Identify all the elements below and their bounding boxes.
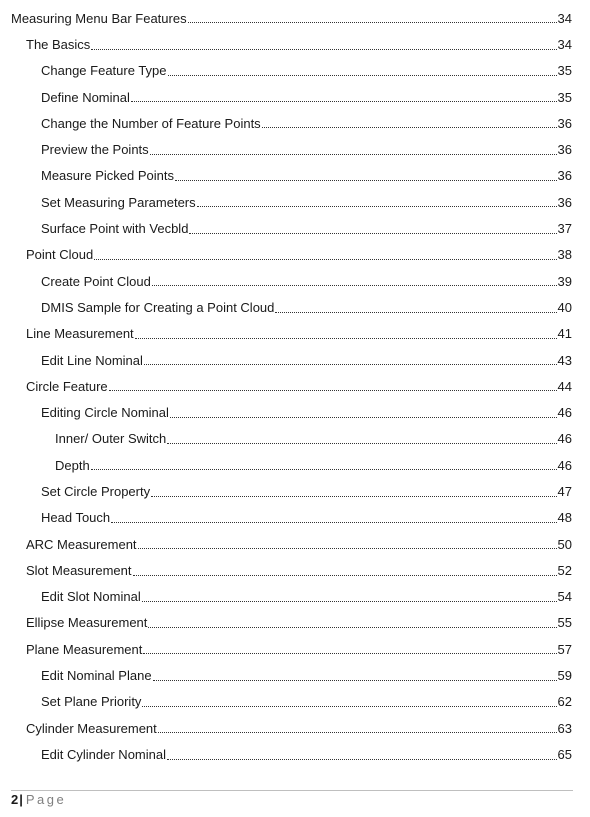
toc-entry[interactable] (0, 715, 590, 741)
toc-dot-leader (168, 74, 557, 76)
toc-entry-page-number: 65 (557, 746, 572, 762)
toc-entry-title: Set Circle Property (41, 483, 151, 499)
toc-dot-leader (197, 205, 557, 207)
toc-entry-page-number: 41 (557, 326, 572, 342)
toc-entry-title: The Basics (26, 36, 91, 52)
toc-entry-page-number: 62 (557, 694, 572, 710)
toc-dot-leader (175, 179, 557, 181)
toc-dot-leader (189, 232, 556, 234)
toc-dot-leader (262, 126, 557, 128)
toc-dot-leader (142, 705, 556, 707)
toc-dot-leader (144, 363, 557, 365)
toc-dot-leader (153, 679, 557, 681)
toc-entry-page-number: 57 (557, 641, 572, 657)
toc-entry-page-number: 36 (557, 194, 572, 210)
toc-dot-leader (152, 284, 557, 286)
toc-entry-title: Define Nominal (41, 89, 130, 105)
toc-entry-title: Slot Measurement (26, 562, 132, 578)
toc-entry-title: Inner/ Outer Switch (55, 431, 167, 447)
toc-entry-title: Cylinder Measurement (26, 720, 157, 736)
toc-entry[interactable] (0, 505, 590, 531)
toc-entry-title: Edit Slot Nominal (41, 589, 141, 605)
toc-entry-title: Edit Cylinder Nominal (41, 746, 166, 762)
toc-dot-leader (151, 495, 556, 497)
toc-entry[interactable] (0, 58, 590, 84)
toc-entry-page-number: 34 (557, 10, 572, 26)
toc-entry-title: Ellipse Measurement (26, 615, 148, 631)
toc-entry-page-number: 37 (557, 221, 572, 237)
toc-dot-leader (94, 258, 556, 260)
toc-entry-title: Line Measurement (26, 326, 134, 342)
toc-dot-leader (167, 442, 556, 444)
toc-entry-page-number: 46 (557, 457, 572, 473)
toc-entry[interactable] (0, 136, 590, 162)
toc-entry-page-number: 34 (557, 36, 572, 52)
toc-entry-title: Change the Number of Feature Points (41, 115, 261, 131)
toc-dot-leader (143, 652, 556, 654)
toc-entry-title: Preview the Points (41, 142, 149, 158)
toc-dot-leader (158, 731, 557, 733)
toc-entry-page-number: 52 (557, 562, 572, 578)
toc-entry[interactable] (0, 741, 590, 767)
toc-entry[interactable] (0, 347, 590, 373)
toc-entry-page-number: 46 (557, 431, 572, 447)
toc-entry-page-number: 48 (557, 510, 572, 526)
toc-entry-page-number: 47 (557, 483, 572, 499)
toc-entry-page-number: 36 (557, 115, 572, 131)
toc-entry-page-number: 40 (557, 299, 572, 315)
toc-entry[interactable] (0, 662, 590, 688)
toc-entry-title: Edit Nominal Plane (41, 668, 152, 684)
toc-dot-leader (131, 100, 557, 102)
toc-entry-title: Measure Picked Points (41, 168, 174, 184)
toc-entry-title: Set Plane Priority (41, 694, 142, 710)
toc-entry[interactable] (0, 610, 590, 636)
toc-entry[interactable] (0, 5, 590, 31)
toc-entry-title: Circle Feature (26, 378, 108, 394)
toc-entry-page-number: 35 (557, 89, 572, 105)
toc-entry-title: Change Feature Type (41, 63, 167, 79)
toc-entry-title: Measuring Menu Bar Features (11, 10, 187, 26)
toc-entry[interactable] (0, 321, 590, 347)
toc-dot-leader (167, 758, 557, 760)
toc-entry-page-number: 54 (557, 589, 572, 605)
toc-dot-leader (170, 416, 557, 418)
toc-entry[interactable] (0, 426, 590, 452)
toc-dot-leader (142, 600, 557, 602)
toc-entry-page-number: 38 (557, 247, 572, 263)
toc-entry[interactable] (0, 452, 590, 478)
toc-entry-title: Surface Point with Vecbld (41, 221, 189, 237)
footer-divider (11, 790, 573, 791)
toc-dot-leader (150, 153, 557, 155)
toc-dot-leader (91, 468, 557, 470)
toc-entry-page-number: 59 (557, 668, 572, 684)
toc-entry-page-number: 36 (557, 168, 572, 184)
toc-entry[interactable] (0, 242, 590, 268)
toc-dot-leader (275, 311, 556, 313)
toc-entry-page-number: 55 (557, 615, 572, 631)
table-of-contents (0, 5, 590, 768)
toc-entry[interactable] (0, 189, 590, 215)
toc-entry[interactable] (0, 557, 590, 583)
toc-entry-title: Point Cloud (26, 247, 94, 263)
toc-entry[interactable] (0, 215, 590, 241)
toc-entry[interactable] (0, 373, 590, 399)
toc-entry[interactable] (0, 268, 590, 294)
toc-dot-leader (111, 521, 556, 523)
toc-dot-leader (148, 626, 556, 628)
toc-entry-page-number: 39 (557, 273, 572, 289)
toc-entry-title: Depth (55, 457, 90, 473)
toc-entry[interactable] (0, 31, 590, 57)
toc-entry[interactable] (0, 689, 590, 715)
toc-entry-title: Head Touch (41, 510, 111, 526)
toc-dot-leader (138, 547, 557, 549)
toc-entry-page-number: 44 (557, 378, 572, 394)
toc-entry[interactable] (0, 110, 590, 136)
toc-entry-title: Set Measuring Parameters (41, 194, 196, 210)
toc-entry[interactable] (0, 163, 590, 189)
footer-separator: | (19, 792, 23, 807)
toc-entry-title: DMIS Sample for Creating a Point Cloud (41, 299, 275, 315)
toc-entry[interactable] (0, 294, 590, 320)
footer-page-label: Page (25, 792, 67, 807)
toc-entry-page-number: 36 (557, 142, 572, 158)
toc-dot-leader (188, 21, 557, 23)
toc-entry-title: Create Point Cloud (41, 273, 151, 289)
toc-entry[interactable] (0, 531, 590, 557)
toc-entry-title: Edit Line Nominal (41, 352, 143, 368)
toc-entry[interactable] (0, 636, 590, 662)
toc-dot-leader (133, 574, 557, 576)
toc-dot-leader (91, 48, 556, 50)
toc-entry-title: Plane Measurement (26, 641, 143, 657)
toc-entry[interactable] (0, 478, 590, 504)
toc-entry[interactable] (0, 584, 590, 610)
toc-entry-page-number: 46 (557, 405, 572, 421)
toc-entry[interactable] (0, 399, 590, 425)
toc-entry-page-number: 50 (557, 536, 572, 552)
toc-entry-title: Editing Circle Nominal (41, 405, 169, 421)
toc-entry-title: ARC Measurement (26, 536, 137, 552)
toc-entry[interactable] (0, 84, 590, 110)
toc-entry-page-number: 63 (557, 720, 572, 736)
toc-entry-page-number: 35 (557, 63, 572, 79)
toc-dot-leader (109, 389, 557, 391)
toc-entry-page-number: 43 (557, 352, 572, 368)
page-footer (11, 792, 66, 807)
toc-dot-leader (135, 337, 557, 339)
footer-page-number: 2 (11, 792, 19, 807)
